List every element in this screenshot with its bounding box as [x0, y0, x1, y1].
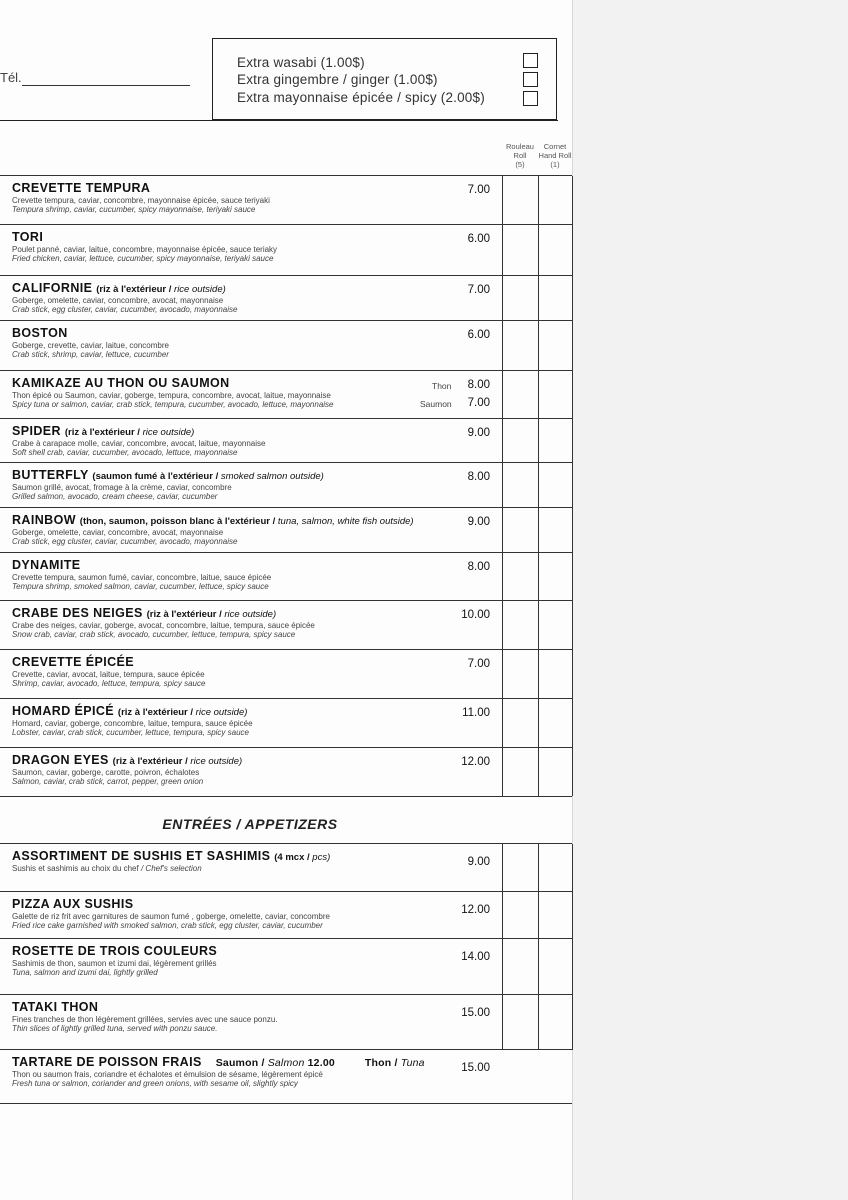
item-title: SPIDER [12, 424, 61, 438]
item-name [12, 1000, 98, 1014]
appetizer-item [0, 1049, 572, 1104]
desc-fr-text: Goberge, crevette, caviar, laitue, concombre [12, 341, 169, 350]
extras-box [212, 38, 557, 120]
item-description-fr [12, 621, 315, 630]
roll-order-box[interactable] [502, 748, 503, 796]
roll-order-box[interactable] [502, 995, 503, 1050]
item-note-en: rice outside) [190, 756, 243, 767]
item-name [12, 897, 133, 911]
phone-field-line[interactable] [22, 85, 190, 86]
item-description-en: Shrimp, caviar, avocado, lettuce, tempura, spicy sauce [12, 679, 206, 688]
item-description-fr [12, 573, 271, 582]
item-description-fr [12, 439, 265, 448]
item-description-fr [12, 959, 217, 968]
hand-roll-order-box[interactable] [538, 553, 539, 601]
order-box-edge [572, 995, 573, 1050]
item-note-fr: (riz à l'extérieur / [146, 609, 222, 620]
roll-order-box[interactable] [502, 176, 503, 225]
item-description-en: Lobster, caviar, crab stick, cucumber, lettuce, tempura, spicy sauce [12, 728, 249, 737]
appetizer-item [0, 938, 572, 995]
item-note-en: pcs) [312, 852, 331, 863]
item-title: CREVETTE ÉPICÉE [12, 655, 134, 669]
item-price: 8.00 [467, 471, 490, 483]
roll-order-box[interactable] [502, 371, 503, 419]
item-note-en: rice outside) [224, 609, 277, 620]
order-box-edge [572, 463, 573, 508]
item-note [96, 284, 226, 295]
extra-spicy-mayo-label: Extra mayonnaise épicée / spicy (2.00$) [237, 90, 485, 105]
item-name [12, 230, 43, 244]
roll-item [0, 507, 572, 553]
order-box-edge [572, 321, 573, 371]
item-description-fr [12, 196, 270, 205]
item-price: 9.00 [467, 856, 490, 868]
salmon-label-en: Salmon [267, 1057, 305, 1069]
appetizer-item [0, 994, 572, 1050]
hand-roll-order-box[interactable] [538, 844, 539, 892]
item-name [12, 326, 68, 340]
item-description-en: Grilled salmon, avocado, cream cheese, caviar, cucumber [12, 492, 218, 501]
item-price: 7.00 [467, 284, 490, 296]
order-box-edge [572, 419, 573, 463]
hand-roll-order-box[interactable] [538, 748, 539, 796]
roll-order-box[interactable] [502, 939, 503, 995]
item-name [12, 849, 330, 863]
desc-fr-text: Crevette tempura, caviar, concombre, mayonnaise épicée, sauce teriyaki [12, 196, 270, 205]
item-name [12, 1055, 425, 1069]
item-description-fr [12, 864, 202, 873]
item-title: ROSETTE DE TROIS COULEURS [12, 944, 218, 958]
order-box-edge [572, 276, 573, 321]
order-box-edge [572, 844, 573, 892]
roll-item [0, 320, 572, 371]
desc-fr-text: Crevette tempura, saumon fumé, caviar, concombre, laitue, sauce épicée [12, 573, 272, 582]
desc-fr-text: Homard, caviar, goberge, concombre, laitue, tempura, sauce épicée [12, 719, 253, 728]
roll-order-box[interactable] [502, 463, 503, 508]
roll-item [0, 552, 572, 601]
item-description-en: Snow crab, caviar, crab stick, avocado, cucumber, lettuce, tempura, spicy sauce [12, 630, 296, 639]
roll-order-box[interactable] [502, 225, 503, 276]
hand-roll-order-box[interactable] [538, 995, 539, 1050]
hand-roll-order-box[interactable] [538, 699, 539, 748]
hand-roll-order-box[interactable] [538, 225, 539, 276]
extra-spicy-mayo-checkbox[interactable] [523, 91, 538, 106]
item-name [12, 753, 242, 767]
desc-fr-text: Crevette, caviar, avocat, laitue, tempura, sauce épicée [12, 670, 205, 679]
item-title: BUTTERFLY [12, 468, 89, 482]
item-description-fr [12, 245, 277, 254]
extra-wasabi-checkbox[interactable] [523, 53, 538, 68]
item-name [12, 606, 276, 620]
item-name [12, 558, 80, 572]
item-price: 14.00 [461, 951, 490, 963]
desc-fr-text: Sushis et sashimis au choix du chef [12, 864, 139, 873]
item-title: CALIFORNIE [12, 281, 93, 295]
roll-item [0, 698, 572, 748]
item-price: 8.00 [467, 561, 490, 573]
item-title: TARTARE DE POISSON FRAIS [12, 1055, 202, 1069]
item-note [65, 427, 195, 438]
roll-order-box[interactable] [502, 508, 503, 553]
item-note [113, 756, 243, 767]
roll-item [0, 370, 572, 419]
extra-wasabi-label: Extra wasabi (1.00$) [237, 55, 365, 70]
roll-order-box[interactable] [502, 844, 503, 892]
roll-item [0, 600, 572, 650]
hand-roll-order-box[interactable] [538, 176, 539, 225]
order-box-edge [572, 892, 573, 939]
hand-roll-order-box[interactable] [538, 371, 539, 419]
item-note [274, 852, 330, 863]
roll-order-box[interactable] [502, 419, 503, 463]
item-name [12, 513, 414, 527]
item-description-fr [12, 296, 223, 305]
hand-roll-order-box[interactable] [538, 601, 539, 650]
item-description-en: Tuna, salmon and izumi dai, lightly grilled [12, 968, 158, 977]
item-note [92, 471, 323, 482]
tuna-option [365, 1057, 425, 1069]
item-title: CRABE DES NEIGES [12, 606, 143, 620]
salmon-label: Saumon / [215, 1057, 265, 1069]
order-box-edge [572, 553, 573, 601]
tuna-label-en: Tuna [400, 1057, 425, 1069]
hand-roll-order-box[interactable] [538, 276, 539, 321]
item-description-en: Crab stick, shrimp, caviar, lettuce, cucumber [12, 350, 169, 359]
appetizers-section-title: ENTRÉES / APPETIZERS [162, 816, 338, 832]
item-description-en: Fried chicken, caviar, lettuce, cucumber, spicy mayonnaise, teriyaki sauce [12, 254, 274, 263]
roll-order-box[interactable] [502, 892, 503, 939]
item-description-en: Crab stick, egg cluster, caviar, cucumber, avocado, mayonnaise [12, 537, 238, 546]
roll-item [0, 175, 572, 225]
item-description-fr [12, 670, 205, 679]
item-name [12, 424, 194, 438]
tuna-sub-label: Thon [432, 381, 452, 391]
desc-fr-text: Thon ou saumon frais, coriandre et échalotes et émulsion de sésame, légèrement épicé [12, 1070, 323, 1079]
roll-item [0, 224, 572, 276]
item-name [12, 944, 217, 958]
order-box-edge [572, 371, 573, 419]
desc-fr-text: Crabe à carapace molle, caviar, concombre, avocat, laitue, mayonnaise [12, 439, 266, 448]
salmon-price: 12.00 [307, 1057, 335, 1069]
item-title: RAINBOW [12, 513, 76, 527]
item-title: HOMARD ÉPICÉ [12, 704, 115, 718]
hand-roll-order-box[interactable] [538, 939, 539, 995]
desc-fr-text: Goberge, omelette, caviar, concombre, avocat, mayonnaise [12, 528, 224, 537]
item-description-fr [12, 768, 199, 777]
desc-fr-text: Poulet panné, caviar, laitue, concombre, mayonnaise épicée, sauce teriaky [12, 245, 278, 254]
item-price: 6.00 [467, 329, 490, 341]
item-description-fr [12, 341, 169, 350]
item-note-en: rice outside) [174, 284, 226, 295]
order-box-edge [572, 176, 573, 225]
item-description-en: Thin slices of lightly grilled tuna, served with ponzu sauce. [12, 1024, 218, 1033]
roll-order-box[interactable] [502, 321, 503, 371]
hand-roll-order-box[interactable] [538, 463, 539, 508]
order-box-edge [572, 508, 573, 553]
item-note-en: rice outside) [142, 427, 195, 438]
item-note-fr: (thon, saumon, poisson blanc à l'extérieur / [79, 516, 276, 527]
item-name [12, 704, 247, 718]
hand-roll-order-box[interactable] [538, 650, 539, 699]
item-note [118, 707, 248, 718]
tuna-label: Thon / [364, 1057, 398, 1069]
header-divider [0, 120, 558, 121]
order-box-edge [572, 699, 573, 748]
item-note-fr: (riz à l'extérieur / [117, 707, 194, 718]
roll-order-box[interactable] [502, 553, 503, 601]
item-title: TORI [12, 230, 44, 244]
desc-fr-text: Galette de riz frit avec garnitures de saumon fumé , goberge, omelette, caviar, concombre [12, 912, 330, 921]
item-note-fr: (riz à l'extérieur / [64, 427, 140, 438]
hand-roll-column-header: Cornet Hand Roll (1) [538, 142, 572, 169]
item-price: 11.00 [462, 707, 490, 719]
desc-fr-text: Saumon, caviar, goberge, carotte, poivron, échalotes [12, 768, 200, 777]
item-note-en: tuna, salmon, white fish outside) [277, 516, 414, 527]
item-note [80, 516, 414, 527]
desc-fr-text: Sashimis de thon, saumon et izumi dai, légèrement grillés [12, 959, 217, 968]
item-description-en: Soft shell crab, caviar, cucumber, avocado, lettuce, mayonnaise [12, 448, 238, 457]
item-description-en: Tempura shrimp, caviar, cucumber, spicy mayonnaise, teriyaki sauce [12, 205, 256, 214]
roll-column-header: Rouleau Roll (5) [506, 142, 534, 169]
item-description-fr [12, 391, 331, 400]
appetizer-item [0, 843, 572, 892]
item-title: BOSTON [12, 326, 68, 340]
appetizer-item [0, 891, 572, 939]
item-price: 15.00 [461, 1062, 490, 1074]
desc-fr-text: Crabe des neiges, caviar, goberge, avocat, concombre, laitue, tempura, sauce épicée [12, 621, 315, 630]
roll-item [0, 747, 572, 797]
item-description-en: Spicy tuna or salmon, caviar, crab stick, tempura, cucumber, avocado, lettuce, mayonnaise [12, 400, 334, 409]
item-price-2: 7.00 [467, 397, 490, 409]
item-title: PIZZA AUX SUSHIS [12, 897, 134, 911]
item-price: 6.00 [467, 233, 490, 245]
item-description-en: Fresh tuna or salmon, coriander and green onions, with sesame oil, slightly spicy [12, 1079, 298, 1088]
roll-item [0, 649, 572, 699]
item-note [147, 609, 277, 620]
item-price: 9.00 [467, 427, 490, 439]
item-description-fr [12, 912, 330, 921]
item-description-en: Crab stick, egg cluster, caviar, cucumber, avocado, mayonnaise [12, 305, 238, 314]
extra-ginger-label: Extra gingembre / ginger (1.00$) [237, 72, 438, 87]
item-price: 7.00 [467, 184, 490, 196]
item-description-en: Tempura shrimp, smoked salmon, caviar, cucumber, lettuce, spicy sauce [12, 582, 269, 591]
item-price: 12.00 [461, 904, 490, 916]
item-price: 9.00 [467, 516, 490, 528]
item-name [12, 468, 324, 482]
desc-fr-text: Fines tranches de thon légèrement grillées, servies avec une sauce ponzu. [12, 1015, 278, 1024]
extra-ginger-checkbox[interactable] [523, 72, 538, 87]
roll-item [0, 275, 572, 321]
desc-fr-text: Goberge, omelette, caviar, concombre, avocat, mayonnaise [12, 296, 224, 305]
item-description-en: Fried rice cake garnished with smoked salmon, crab stick, egg cluster, caviar, cucumber [12, 921, 323, 930]
hand-roll-order-box[interactable] [538, 321, 539, 371]
order-box-edge [572, 650, 573, 699]
item-price: 12.00 [461, 756, 490, 768]
salmon-sub-label: Saumon [420, 399, 452, 409]
item-note-en: rice outside) [195, 707, 248, 718]
item-note-fr: (riz à l'extérieur / [96, 284, 172, 295]
item-description-en: Salmon, caviar, crab stick, carrot, pepper, green onion [12, 777, 204, 786]
roll-item [0, 418, 572, 463]
item-price: 15.00 [461, 1007, 490, 1019]
hand-roll-order-box[interactable] [538, 419, 539, 463]
item-description-fr [12, 719, 253, 728]
hand-roll-order-box[interactable] [538, 508, 539, 553]
item-title: TATAKI THON [12, 1000, 99, 1014]
item-title: CREVETTE TEMPURA [12, 181, 151, 195]
item-title: ASSORTIMENT DE SUSHIS ET SASHIMIS [12, 849, 271, 863]
item-name [12, 655, 134, 669]
roll-order-box[interactable] [502, 276, 503, 321]
item-title: DYNAMITE [12, 558, 81, 572]
item-description-fr [12, 1015, 277, 1024]
item-price: 10.00 [461, 609, 490, 621]
order-box-edge [572, 748, 573, 796]
item-title: KAMIKAZE AU THON OU SAUMON [12, 376, 230, 390]
order-box-edge [572, 225, 573, 276]
roll-order-box[interactable] [502, 650, 503, 699]
item-note-fr: (riz à l'extérieur / [112, 756, 188, 767]
order-box-edge [572, 601, 573, 650]
item-title: DRAGON EYES [12, 753, 109, 767]
salmon-option [216, 1057, 335, 1069]
roll-order-box[interactable] [502, 601, 503, 650]
roll-item [0, 462, 572, 508]
item-name [12, 181, 150, 195]
desc-fr-en: / Chef's selection [140, 864, 202, 873]
roll-order-box[interactable] [502, 699, 503, 748]
item-description-fr [12, 1070, 323, 1079]
desc-fr-text: Thon épicé ou Saumon, caviar, goberge, tempura, concombre, avocat, laitue, mayonnaise [12, 391, 331, 400]
item-name [12, 376, 230, 390]
item-name [12, 281, 226, 295]
item-description-fr [12, 528, 223, 537]
item-price: 8.00 [467, 379, 490, 391]
hand-roll-order-box[interactable] [538, 892, 539, 939]
phone-label: Tél. [0, 70, 22, 85]
order-box-edge [572, 939, 573, 995]
item-note-fr: (4 mcx / [274, 852, 310, 863]
item-description-fr [12, 483, 232, 492]
item-note-en: smoked salmon outside) [220, 471, 324, 482]
desc-fr-text: Saumon grillé, avocat, fromage à la crème, caviar, concombre [12, 483, 232, 492]
item-price: 7.00 [467, 658, 490, 670]
item-note-fr: (saumon fumé à l'extérieur / [92, 471, 219, 482]
